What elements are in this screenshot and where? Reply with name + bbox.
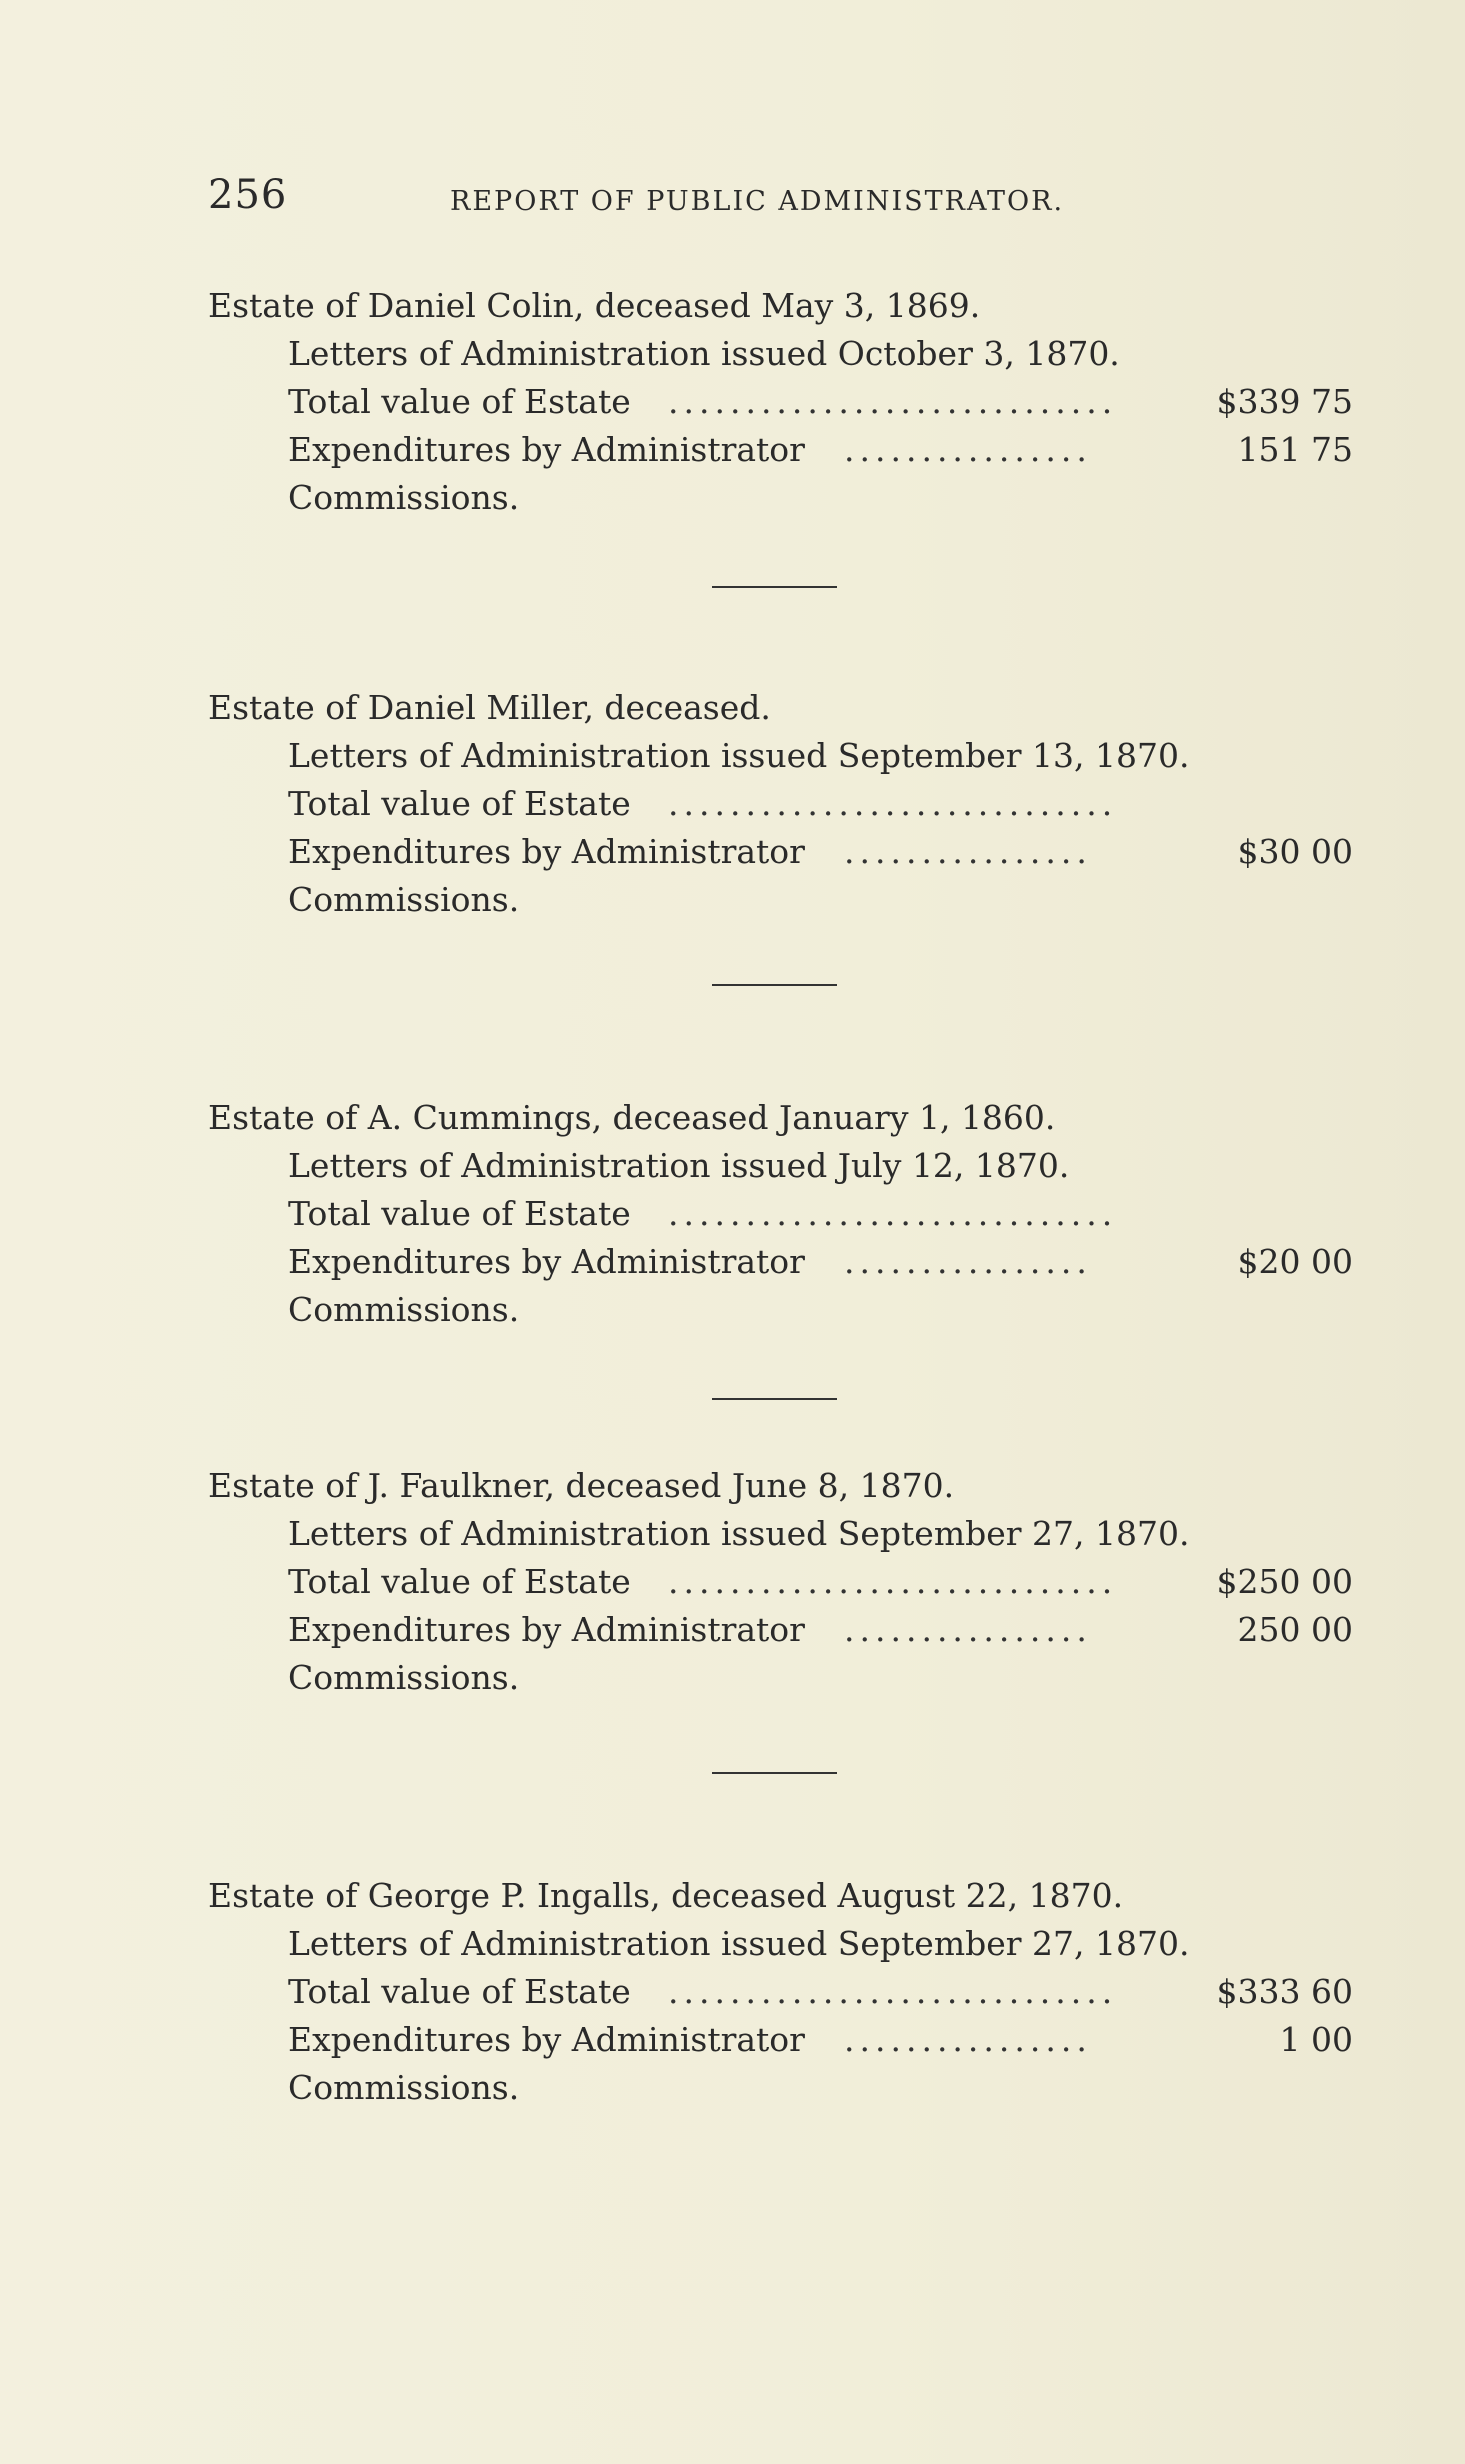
page-header: [208, 172, 1358, 222]
expenditures-amount: 250 00: [1237, 1610, 1353, 1649]
dot-leader: ................: [844, 1242, 1092, 1281]
dot-leader: ................: [844, 2020, 1092, 2059]
letters-line: [288, 732, 1358, 780]
total-value-amount: $333 60: [1216, 1972, 1353, 2011]
page-number: 256: [208, 172, 288, 218]
total-value-line: [288, 780, 1358, 828]
expenditures-line: [288, 1606, 1358, 1654]
total-value-label: Total value of Estate: [288, 1972, 631, 2011]
commissions-line: [288, 474, 1358, 522]
expenditures-amount: 1 00: [1279, 2020, 1353, 2059]
expenditures-line: [288, 828, 1358, 876]
separator-rule: [712, 984, 837, 986]
letters-line: [288, 1920, 1358, 1968]
letters-line: [288, 330, 1358, 378]
letters-line: [288, 1510, 1358, 1558]
commissions-label: Commissions.: [288, 1658, 520, 1697]
running-head: REPORT OF PUBLIC ADMINISTRATOR.: [450, 186, 1065, 217]
total-value-label: Total value of Estate: [288, 784, 631, 823]
dot-leader: .............................: [668, 1194, 1118, 1233]
estate-entry: [208, 1462, 1358, 1702]
commissions-label: Commissions.: [288, 1290, 520, 1329]
estate-entry: [208, 1094, 1358, 1334]
total-value-label: Total value of Estate: [288, 1562, 631, 1601]
total-value-line: [288, 1968, 1358, 2016]
letters-text: Letters of Administration issued July 12, 1870.: [288, 1146, 1070, 1185]
total-value-label: Total value of Estate: [288, 1194, 631, 1233]
dot-leader: .............................: [668, 382, 1118, 421]
estate-title: Estate of Daniel Colin, deceased May 3, 1869.: [208, 286, 981, 325]
commissions-line: [288, 2064, 1358, 2112]
commissions-line: [288, 1286, 1358, 1334]
dot-leader: ................: [844, 1610, 1092, 1649]
expenditures-amount: 151 75: [1237, 430, 1353, 469]
letters-text: Letters of Administration issued September 13, 1870.: [288, 736, 1190, 775]
expenditures-amount: $20 00: [1237, 1242, 1353, 1281]
expenditures-amount: $30 00: [1237, 832, 1353, 871]
total-value-line: [288, 1558, 1358, 1606]
expenditures-label: Expenditures by Administrator: [288, 832, 805, 871]
dot-leader: ................: [844, 430, 1092, 469]
expenditures-line: [288, 1238, 1358, 1286]
commissions-label: Commissions.: [288, 880, 520, 919]
expenditures-line: [288, 2016, 1358, 2064]
commissions-label: Commissions.: [288, 2068, 520, 2107]
total-value-line: [288, 378, 1358, 426]
estate-entry: [208, 1872, 1358, 2112]
total-value-line: [288, 1190, 1358, 1238]
expenditures-label: Expenditures by Administrator: [288, 2020, 805, 2059]
estate-entry: [208, 684, 1358, 924]
letters-text: Letters of Administration issued September 27, 1870.: [288, 1514, 1190, 1553]
total-value-amount: $339 75: [1216, 382, 1353, 421]
separator-rule: [712, 1772, 837, 1774]
letters-text: Letters of Administration issued October 3, 1870.: [288, 334, 1120, 373]
estate-title: Estate of A. Cummings, deceased January 1, 1860.: [208, 1098, 1056, 1137]
expenditures-label: Expenditures by Administrator: [288, 1242, 805, 1281]
commissions-label: Commissions.: [288, 478, 520, 517]
expenditures-label: Expenditures by Administrator: [288, 1610, 805, 1649]
letters-line: [288, 1142, 1358, 1190]
dot-leader: ................: [844, 832, 1092, 871]
expenditures-line: [288, 426, 1358, 474]
estate-title: Estate of J. Faulkner, deceased June 8, 1870.: [208, 1466, 955, 1505]
total-value-label: Total value of Estate: [288, 382, 631, 421]
expenditures-label: Expenditures by Administrator: [288, 430, 805, 469]
commissions-line: [288, 1654, 1358, 1702]
estate-entry: [208, 282, 1358, 522]
total-value-amount: $250 00: [1216, 1562, 1353, 1601]
estate-title: Estate of George P. Ingalls, deceased August 22, 1870.: [208, 1876, 1124, 1915]
separator-rule: [712, 1398, 837, 1400]
letters-text: Letters of Administration issued September 27, 1870.: [288, 1924, 1190, 1963]
dot-leader: .............................: [668, 1972, 1118, 2011]
dot-leader: .............................: [668, 1562, 1118, 1601]
estate-title: Estate of Daniel Miller, deceased.: [208, 688, 771, 727]
separator-rule: [712, 586, 837, 588]
commissions-line: [288, 876, 1358, 924]
dot-leader: .............................: [668, 784, 1118, 823]
